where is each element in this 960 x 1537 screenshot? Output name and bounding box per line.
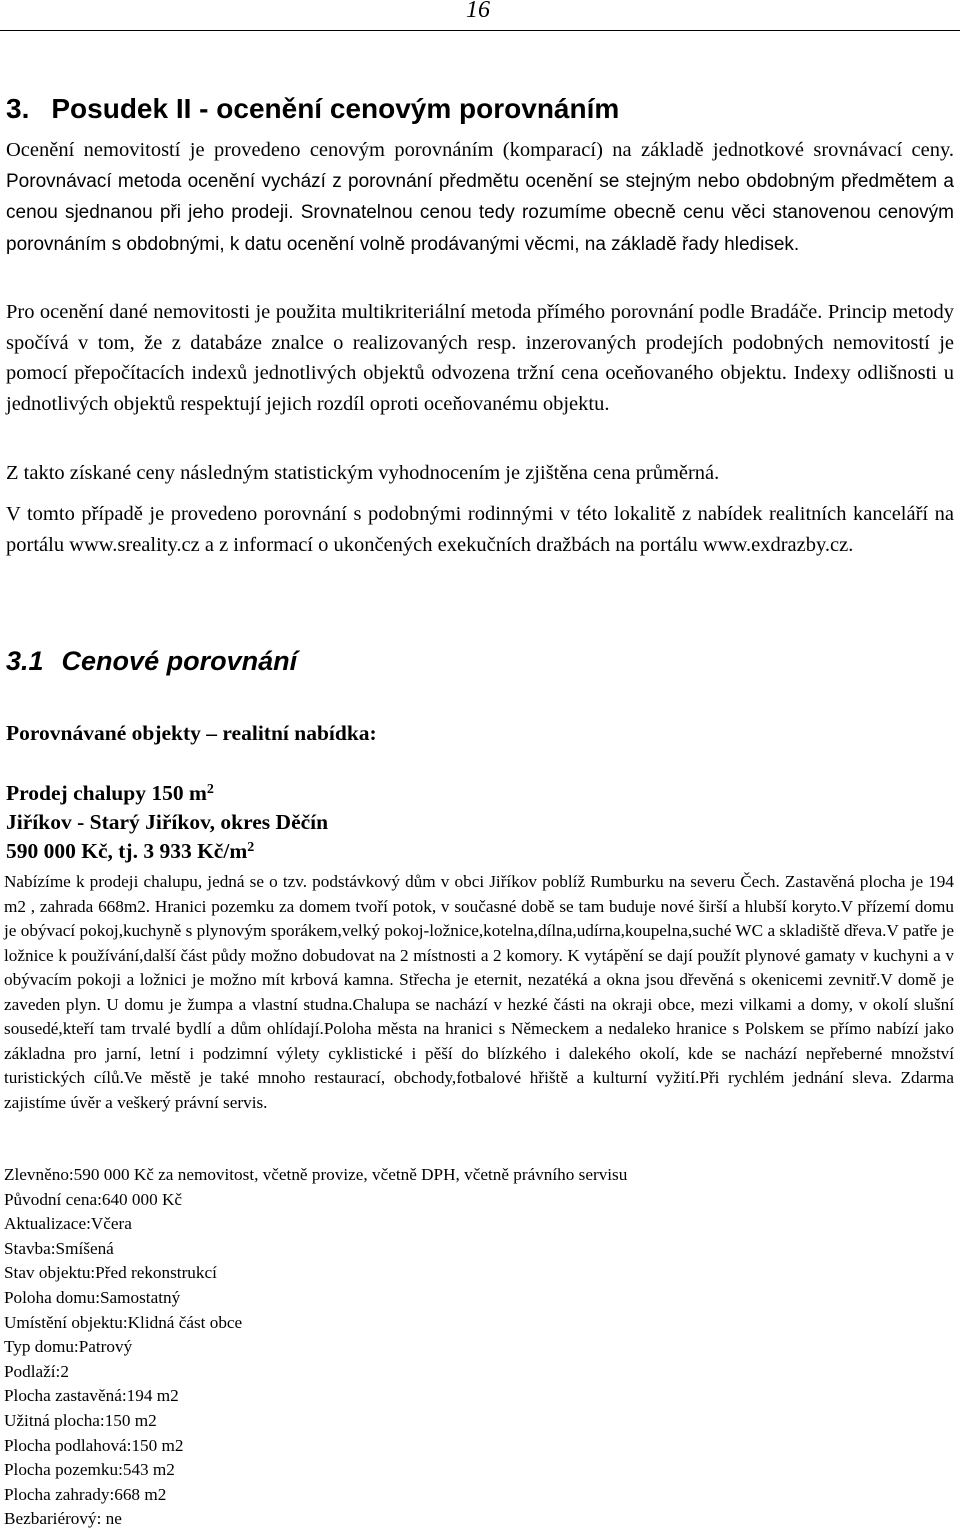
intro-paragraph-1 [6,135,954,260]
offer-title [6,779,328,866]
offer-title-line-1: Prodej chalupy 150 $m^2$ [6,781,214,805]
offer-title-line-1-superscript: 2 [206,782,214,797]
intro-paragraph-4 [6,499,954,560]
subsection-heading [6,643,297,679]
intro-paragraph-3 [6,458,954,489]
list-item: Typ domu:Patrový [4,1337,133,1357]
intro-paragraph-1-sans: Porovnávací metoda ocenění vychází z porovnání předmětu ocenění se stejným nebo obdobným předmětem a cenou sjednanou při jeho prodeji. Srovnatelnou cenou tedy rozumíme obecně cenu věci stanovenou cenovým porovnáním s obdobnými, k datu ocenění volně prodávanými věcmi, na základě řady hledisek. [6,170,954,255]
intro-paragraph-2 [6,297,954,419]
list-item: Poloha domu:Samostatný [4,1287,181,1307]
header-rule [0,30,960,31]
intro-paragraph-1-serif: Ocenění nemovitostí je provedeno cenovým porovnáním (komparací) na základě jednotkové srovnávací ceny. [6,139,954,161]
intro-paragraph-4-text: V tomto případě je provedeno porovnání s podobnými rodinnými v této lokalitě z nabídek realitních kanceláří na portálu www.sreality.cz a z informací o ukončených exekučních dražbách na portálu www.exdrazby.cz. [6,503,954,556]
offer-title-line-3-superscript: 2 [247,840,255,855]
list-item: Podlaží:2 [4,1361,69,1381]
section-number: 3. [6,93,30,124]
list-item: Užitná plocha:150 m2 [4,1410,157,1430]
list-item: Umístění objektu:Klidná část obce [4,1312,243,1332]
list-item: Plocha podlahová:150 m2 [4,1435,184,1455]
intro-paragraph-2-text: Pro ocenění dané nemovitosti je použita multikriteriální metoda přímého porovnání podle Bradáče. Princip metody spočívá v tom, že z databáze znalce o realizovaných resp. inzerovaných prodejích podobných nemovitostí je pomocí přepočítacích indexů jednotlivých objektů odvozena tržní cena oceňovaného objektu. Indexy odlišnosti u jednotlivých objektů respektují jejich rozdíl oproti oceňovanému objektu. [6,301,954,415]
intro-paragraph-3-text: Z takto získané ceny následným statistickým vyhodnocením je zjištěna cena průměrná. [6,462,720,484]
list-item: Zlevněno:590 000 Kč za nemovitost, včetně provize, včetně DPH, včetně právního servisu [4,1165,628,1184]
section-title: Posudek II - ocenění cenovým porovnáním [51,93,620,124]
list-item: Bezbariérový: ne [4,1509,122,1529]
subsection-number: 3.1 [6,646,44,676]
section-heading [6,91,619,127]
list-item: Plocha zastavěná:194 m2 [4,1386,179,1406]
compared-objects-heading: Porovnávané objekty – realitní nabídka: [6,721,377,745]
list-item: Stavba:Smíšená [4,1238,114,1258]
page-number: 16 [466,0,490,23]
list-item: Aktualizace:Včera [4,1214,132,1234]
list-item: Plocha pozemku:543 m2 [4,1460,175,1480]
offer-parameter-list [4,1163,954,1532]
subsection-title: Cenové porovnání [61,646,298,676]
offer-description-text: Nabízíme k prodeji chalupu, jedná se o tzv. podstávkový dům v obci Jiříkov poblíž Rumburku na severu Čech. Zastavěná plocha je 194 m2 , zahrada 668m2. Hranici pozemku za domem tvoří potok, v současné době se tam buduje nové širší a hlubší koryto.V přízemí domu je obývací pokoj,kuchyně s plynovým sporákem,velký pokoj-ložnice,kotelna,dílna,udírna,koupelna,suché WC a skladiště dřeva.V patře je ložnice k používání,další část půdy možno dobudovat na 2 místnosti a 2 komory. K vytápění se dají použít plynové gamaty v kuchyni a v obývacím pokoji a ložnici je možno mít krbová kamna. Střecha je eternit, nezatéká a okna jsou dřevěná s okenicemi zevnitř.V domě je zaveden plyn. U domu je žumpa a vlastní studna.Chalupa se nachází v hezké části na okraji obce, mezi vilkami a domy, v okolí slušní sousedé,kteří tam trvalé bydlí a dům ohlídají.Poloha města na hranici s Německem a nedaleko hranice s Polskem se přímo nabízí jako základna pro jarní, letní i podzimní výlety cyklistické i pěší do blízkého i dalekého okolí, kde se nachází nepřeberné množství turistických cílů.Ve městě je také mnoho restaurací, obchody,fotbalové hřiště a kulturní vyžití.Při rychlém jednání sleva. Zdarma zajistíme úvěr a veškerý právní servis. [4,872,954,1112]
list-item: Stav objektu:Před rekonstrukcí [4,1263,217,1283]
offer-title-line-2: Jiříkov - Starý Jiříkov, okres Děčín [6,810,329,834]
list-item: Původní cena:640 000 Kč [4,1189,183,1209]
offer-description [4,870,954,1115]
list-item: Plocha zahrady:668 m2 [4,1484,167,1504]
offer-title-line-3: 590 000 Kč, tj. 3 933 $Kč/m^2$ [6,839,255,863]
